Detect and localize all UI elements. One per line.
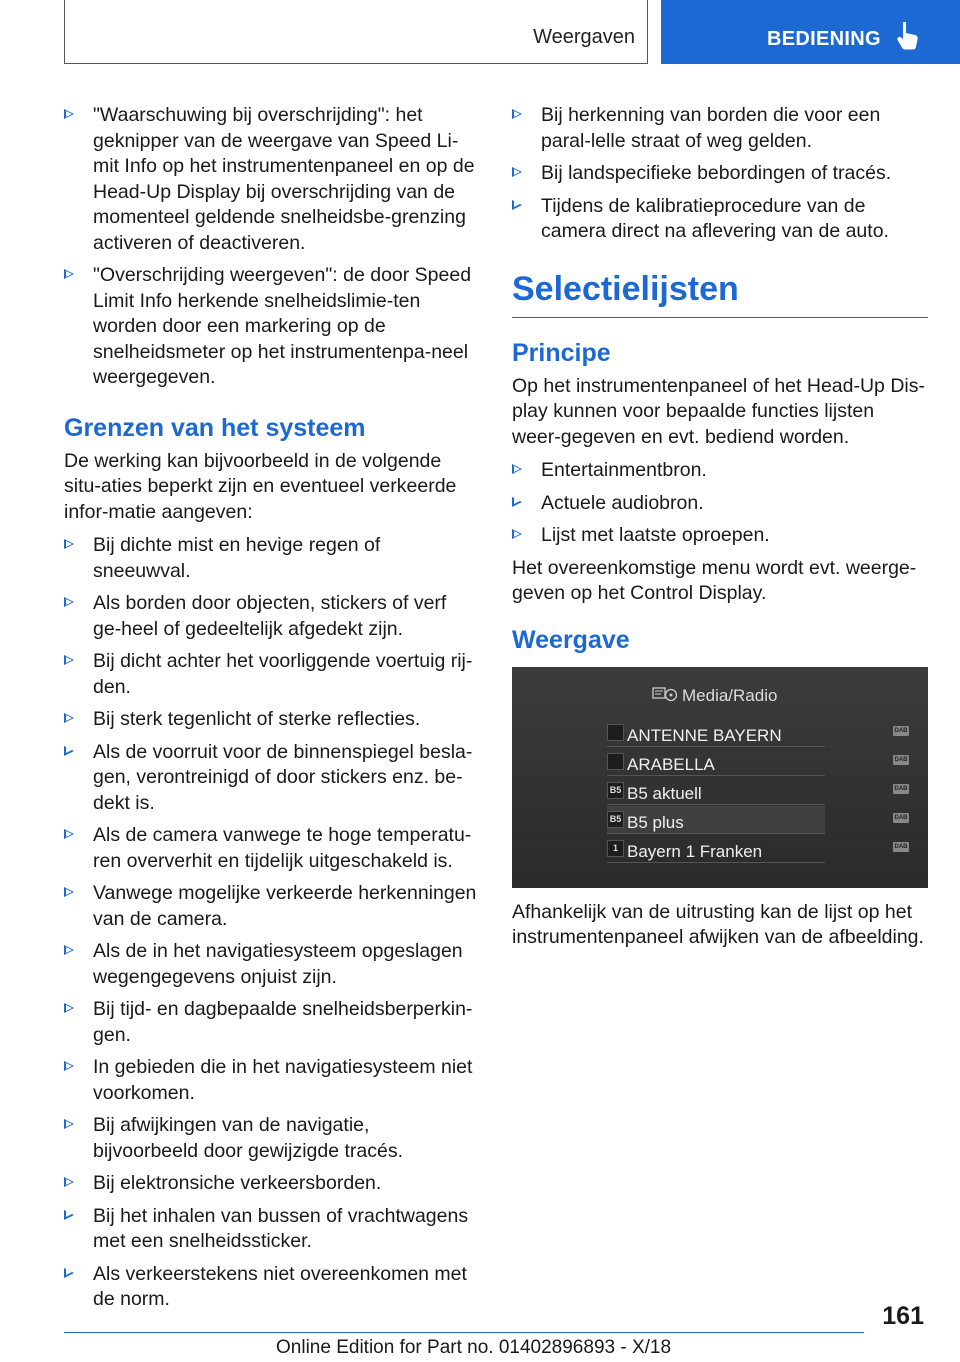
list-item-text: Entertainmentbron.	[541, 459, 707, 481]
media-radio-icon	[652, 685, 678, 703]
screen-title: Media/Radio	[682, 685, 778, 705]
list-item	[512, 194, 928, 245]
list-item	[64, 1204, 478, 1255]
list-item-text: Bij dicht achter het voorliggende voertuig rij-den.	[93, 650, 473, 698]
dab-tag: DAB	[894, 785, 908, 792]
station-row[interactable]	[607, 719, 908, 747]
bullet-triangle-icon	[512, 167, 522, 177]
bullet-triangle-icon	[64, 829, 74, 839]
station-label: ANTENNE BAYERN	[627, 725, 782, 745]
bullet-triangle-icon	[512, 464, 522, 474]
right-column	[512, 103, 928, 959]
station-label: B5 plus	[627, 812, 684, 832]
list-item-text: Tijdens de kalibratieprocedure van de camera direct na aflevering van de auto.	[541, 194, 889, 242]
bullet-triangle-icon	[64, 746, 74, 756]
bullet-triangle-icon	[64, 945, 74, 955]
bullet-triangle-icon	[64, 539, 74, 549]
dab-tag: DAB	[894, 814, 908, 821]
station-badge	[607, 753, 624, 770]
station-badge: B5	[607, 782, 624, 799]
principle-bullet-list	[512, 458, 928, 549]
section-heading-limits: Grenzen van het systeem	[64, 413, 366, 442]
bullet-triangle-icon	[64, 1268, 74, 1278]
list-item-text: Bij herkenning van borden die voor een paral-lelle straat of weg gelden.	[541, 104, 881, 152]
list-item-text: Als verkeerstekens niet overeenkomen met de norm.	[93, 1262, 467, 1310]
list-item-text: Als de voorruit voor de binnenspiegel besla-gen, verontreinigd of door stickers enz. be-dekt is.	[93, 740, 473, 814]
principle-paragraph: Op het instrumentenpaneel of het Head-Up Dis-play kunnen voor bepaalde functies lijsten weer-gegeven en evt. bediend worden.	[512, 374, 925, 448]
bullet-triangle-icon	[64, 597, 74, 607]
list-item-text: Lijst met laatste oproepen.	[541, 524, 770, 546]
list-item	[64, 823, 478, 874]
bullet-triangle-icon	[512, 497, 522, 507]
section-paragraph: De werking kan bijvoorbeeld in de volgende situ-aties beperkt zijn en eventueel verkeerde infor-matie aangeven:	[64, 449, 457, 523]
station-row[interactable]	[607, 806, 908, 834]
list-item	[64, 1055, 478, 1106]
bullet-triangle-icon	[64, 109, 74, 119]
station-label: B5 aktuell	[627, 783, 702, 803]
list-item	[64, 740, 478, 817]
station-label: ARABELLA	[627, 754, 715, 774]
bullet-triangle-icon	[64, 1061, 74, 1071]
main-heading: Selectielijsten	[512, 267, 928, 318]
principle-heading: Principe	[512, 338, 611, 367]
left-column	[64, 103, 478, 1320]
intro-bullet-list	[64, 103, 478, 391]
bullet-triangle-icon	[512, 109, 522, 119]
limits-bullet-list	[64, 533, 478, 1313]
bullet-triangle-icon	[512, 200, 522, 210]
header-section-box	[64, 0, 648, 64]
list-item	[64, 533, 478, 584]
bullet-triangle-icon	[64, 269, 74, 279]
top-bullet-list	[512, 103, 928, 245]
list-item-text: Vanwege mogelijke verkeerde herkenningen van de camera.	[93, 882, 477, 930]
list-item	[64, 1171, 478, 1197]
list-item-text: "Overschrijding weergeven": de door Speed Limit Info herkende snelheidslimie-ten worden door een markering op de snelheidsmeter op het instrumentenpa-neel weergegeven.	[93, 264, 472, 388]
station-row[interactable]	[607, 777, 908, 805]
bullet-triangle-icon	[64, 655, 74, 665]
bullet-triangle-icon	[64, 713, 74, 723]
list-item-text: Bij landspecifieke bebordingen of tracés.	[541, 162, 892, 184]
station-label: Bayern 1 Franken	[627, 841, 763, 861]
list-item-text: Bij het inhalen van bussen of vrachtwagens met een snelheidssticker.	[93, 1204, 469, 1252]
list-item-text: Bij dichte mist en hevige regen of sneeuwval.	[93, 534, 381, 582]
list-item-text: Als de in het navigatiesysteem opgeslagen wegengegevens onjuist zijn.	[93, 940, 463, 988]
dab-tag: DAB	[894, 843, 908, 850]
dab-tag: DAB	[894, 727, 908, 734]
list-item-text: In gebieden die in het navigatiesysteem niet voorkomen.	[93, 1056, 473, 1104]
list-item-text: Bij sterk tegenlicht of sterke reflecties.	[93, 708, 421, 730]
pointing-hand-icon	[895, 20, 921, 50]
bullet-triangle-icon	[64, 1177, 74, 1187]
dab-tag: DAB	[894, 756, 908, 763]
list-item	[64, 881, 478, 932]
list-item-text: Bij afwijkingen van de navigatie, bijvoorbeeld door gewijzigde tracés.	[93, 1114, 404, 1162]
media-radio-screen-image	[512, 667, 928, 888]
station-badge	[607, 724, 624, 741]
header-section-title: Weergaven	[533, 26, 635, 48]
station-row[interactable]	[607, 835, 908, 863]
station-row[interactable]	[607, 748, 908, 776]
list-item-text: Als de camera vanwege te hoge temperatu-ren oververhit en tijdelijk uitgeschakeld is.	[93, 824, 472, 872]
list-item	[512, 523, 928, 549]
list-item	[512, 458, 928, 484]
station-badge: 1	[607, 840, 624, 857]
list-item	[512, 103, 928, 154]
bullet-triangle-icon	[64, 1119, 74, 1129]
list-item	[64, 707, 478, 733]
bullet-triangle-icon	[64, 1210, 74, 1220]
menu-paragraph: Het overeenkomstige menu wordt evt. weerge-geven op het Control Display.	[512, 556, 917, 604]
list-item-text: Actuele audiobron.	[541, 491, 704, 514]
list-item	[64, 1113, 478, 1164]
list-item-text: "Waarschuwing bij overschrijding": het geknipper van de weergave van Speed Li-mit Info op het instrumentenpaneel en op de Head-Up Display bij overschrijding van de momenteel geldende snelheidsbe-grenzing activeren of deactiveren.	[93, 104, 475, 254]
header-chapter-tab	[661, 0, 960, 64]
list-item	[64, 103, 478, 256]
list-item	[512, 491, 928, 517]
page-number: 161	[882, 1302, 924, 1330]
bullet-triangle-icon	[64, 1003, 74, 1013]
list-item	[64, 997, 478, 1048]
list-item-text: Als borden door objecten, stickers of verf ge-heel of gedeeltelijk afgedekt zijn.	[93, 592, 447, 640]
list-item-text: Bij elektronsiche verkeersborden.	[93, 1172, 382, 1194]
footer-edition: Online Edition for Part no. 01402896893 - X/18	[276, 1337, 672, 1358]
header-chapter-title: BEDIENING	[767, 28, 881, 50]
display-heading: Weergave	[512, 625, 630, 654]
list-item	[64, 939, 478, 990]
list-item	[64, 1262, 478, 1313]
list-item	[64, 591, 478, 642]
footer-divider	[64, 1332, 864, 1333]
bullet-triangle-icon	[512, 529, 522, 539]
list-item	[512, 161, 928, 187]
figure-caption: Afhankelijk van de uitrusting kan de lijst op het instrumentenpaneel afwijken van de afbeelding.	[512, 900, 924, 948]
list-item	[64, 649, 478, 700]
list-item	[64, 263, 478, 391]
list-item-text: Bij tijd- en dagbepaalde snelheidsberperkin-gen.	[93, 998, 473, 1046]
bullet-triangle-icon	[64, 887, 74, 897]
station-badge: B5	[607, 811, 624, 828]
